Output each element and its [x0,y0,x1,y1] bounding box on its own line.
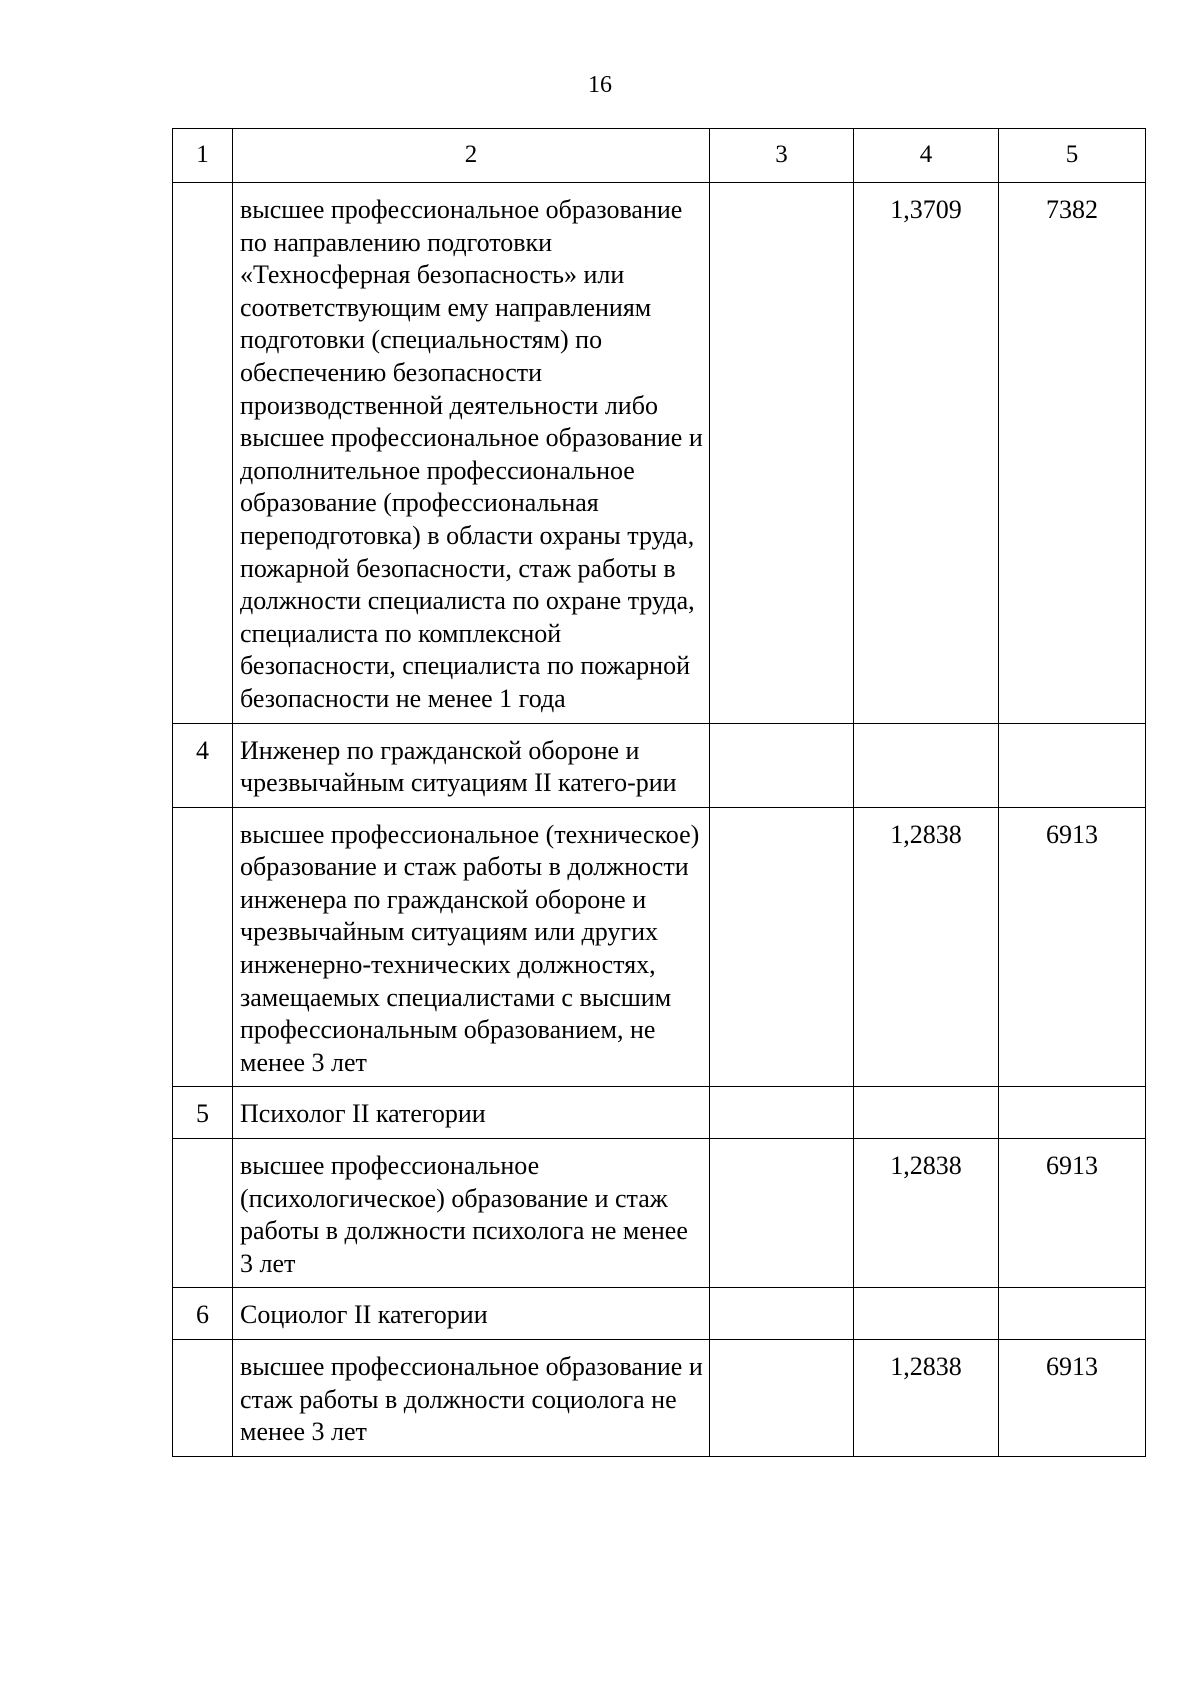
salary-value [999,1087,1146,1139]
row-number: 6 [173,1288,233,1340]
column-header-1: 1 [173,129,233,183]
table-row [173,723,1146,807]
page-number: 16 [588,72,612,98]
column-3-value [710,1087,854,1139]
table-row [173,1139,1146,1288]
column-header-2: 2 [233,129,710,183]
salary-value [999,723,1146,807]
row-number: 5 [173,1087,233,1139]
salary-value [999,1288,1146,1340]
requirement-text: высшее профессиональное образование и стаж работы в должности социолога не менее 3 лет [233,1340,710,1457]
column-3-value [710,807,854,1087]
coefficient-value: 1,3709 [854,183,999,724]
row-number [173,1340,233,1457]
salary-value: 6913 [999,807,1146,1087]
table-row [173,183,1146,724]
column-3-value [710,183,854,724]
table-row [173,807,1146,1087]
salary-value: 6913 [999,1139,1146,1288]
table-row [173,1340,1146,1457]
requirement-text: высшее профессиональное (техническое) образование и стаж работы в должности инженера по гражданской обороне и чрезвычайным ситуациям или других инженерно-технических должностях, замещаемых специалистами с высшим профессиональным образованием, не менее 3 лет [233,807,710,1087]
row-number [173,1139,233,1288]
coefficient-value [854,723,999,807]
coefficient-value: 1,2838 [854,807,999,1087]
requirement-text: высшее профессиональное образование по направлению подготовки «Техносферная безопасность» или соответствующим ему направлениям подготовки (специальностям) по обеспечению безопасности производственной деятельности либо высшее профессиональное образование и дополнительное профессиональное образование (профессиональная переподготовка) в области охраны труда, пожарной безопасности, стаж работы в должности специалиста по охране труда, специалиста по комплексной безопасности, специалиста по пожарной безопасности не менее 1 года [233,183,710,724]
row-number [173,183,233,724]
coefficient-value: 1,2838 [854,1340,999,1457]
position-title: Социолог II категории [233,1288,710,1340]
column-3-value [710,1340,854,1457]
requirement-text: высшее профессиональное (психологическое) образование и стаж работы в должности психолога не менее 3 лет [233,1139,710,1288]
column-header-3: 3 [710,129,854,183]
column-header-4: 4 [854,129,999,183]
row-number: 4 [173,723,233,807]
table-row [173,1288,1146,1340]
column-3-value [710,1288,854,1340]
position-title: Психолог II категории [233,1087,710,1139]
column-header-5: 5 [999,129,1146,183]
coefficient-value [854,1288,999,1340]
column-3-value [710,723,854,807]
qualification-table [172,128,1146,1457]
table-header-row [173,129,1146,183]
table-row [173,1087,1146,1139]
salary-value: 7382 [999,183,1146,724]
coefficient-value [854,1087,999,1139]
row-number [173,807,233,1087]
column-3-value [710,1139,854,1288]
coefficient-value: 1,2838 [854,1139,999,1288]
position-title: Инженер по гражданской обороне и чрезвычайным ситуациям II катего-рии [233,723,710,807]
salary-value: 6913 [999,1340,1146,1457]
